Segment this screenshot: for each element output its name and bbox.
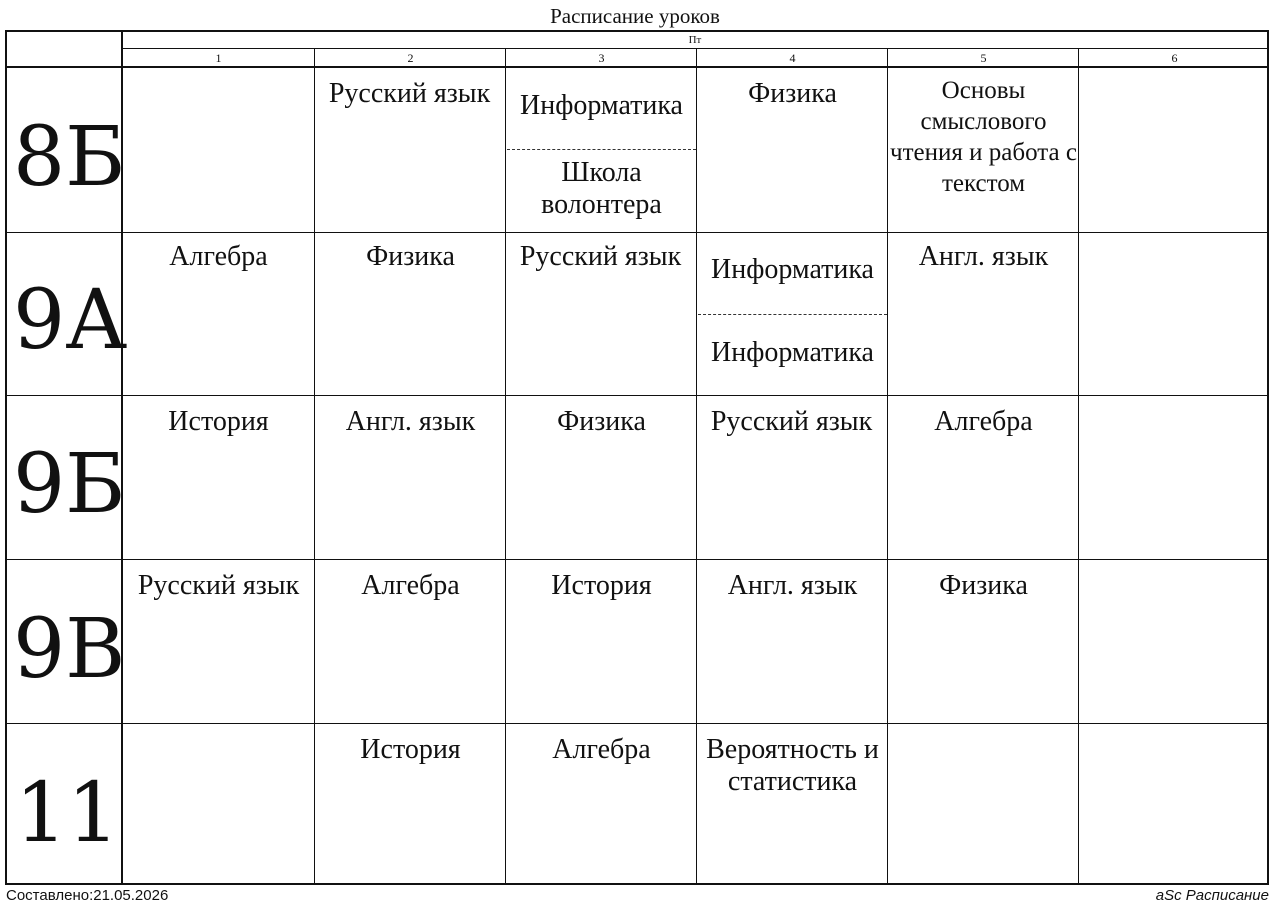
lesson-cell: Вероятность и статистика [706, 734, 879, 797]
lesson-cell: Информатика [711, 337, 874, 368]
grid-line [7, 395, 1267, 396]
brand-label: aSc Расписание [1155, 887, 1269, 904]
created-date: Составлено:21.05.2026 [6, 887, 169, 904]
lesson-cell: Физика [748, 78, 837, 109]
lesson-cell: Русский язык [519, 241, 682, 272]
lesson-cell: Физика [557, 406, 646, 437]
period-header: 4 [789, 51, 796, 65]
lesson-cell: История [551, 570, 652, 601]
lesson-cell: Алгебра [169, 241, 268, 272]
lesson-cell: Физика [366, 241, 455, 272]
lesson-cell: Школа волонтера [541, 157, 662, 220]
lesson-cell: Русский язык [710, 406, 873, 437]
grid-line [7, 559, 1267, 560]
lesson-cell: Алгебра [552, 734, 651, 765]
split-divider [507, 149, 696, 150]
lesson-cell: История [168, 406, 269, 437]
period-header: 5 [980, 51, 987, 65]
lesson-cell: Англ. язык [918, 241, 1049, 272]
lesson-cell: Русский язык [137, 570, 300, 601]
lesson-cell: Физика [939, 570, 1028, 601]
period-header: 2 [407, 51, 414, 65]
lesson-cell: Алгебра [361, 570, 460, 601]
class-label: 9А [13, 273, 128, 368]
lesson-cell: Алгебра [934, 406, 1033, 437]
lesson-cell: Информатика [520, 90, 683, 121]
period-header: 1 [215, 51, 222, 65]
day-header: Пт [688, 34, 702, 46]
class-label: 11 [15, 766, 120, 861]
lesson-cell: Русский язык [328, 78, 491, 109]
grid-line [7, 232, 1267, 233]
lesson-cell: Англ. язык [727, 570, 858, 601]
timetable-grid [5, 30, 1269, 885]
class-label: 9Б [13, 437, 126, 532]
lesson-cell: Информатика [711, 254, 874, 285]
class-label: 8Б [13, 110, 126, 205]
split-divider [698, 314, 887, 315]
class-label: 9В [13, 602, 126, 697]
period-header: 6 [1171, 51, 1178, 65]
period-header: 3 [598, 51, 605, 65]
lesson-cell: История [360, 734, 461, 765]
lesson-cell: Основы смыслового чтения и работа с текстом [890, 77, 1077, 197]
page-title: Расписание уроков [550, 4, 720, 28]
grid-line [7, 723, 1267, 724]
lesson-cell: Англ. язык [345, 406, 476, 437]
